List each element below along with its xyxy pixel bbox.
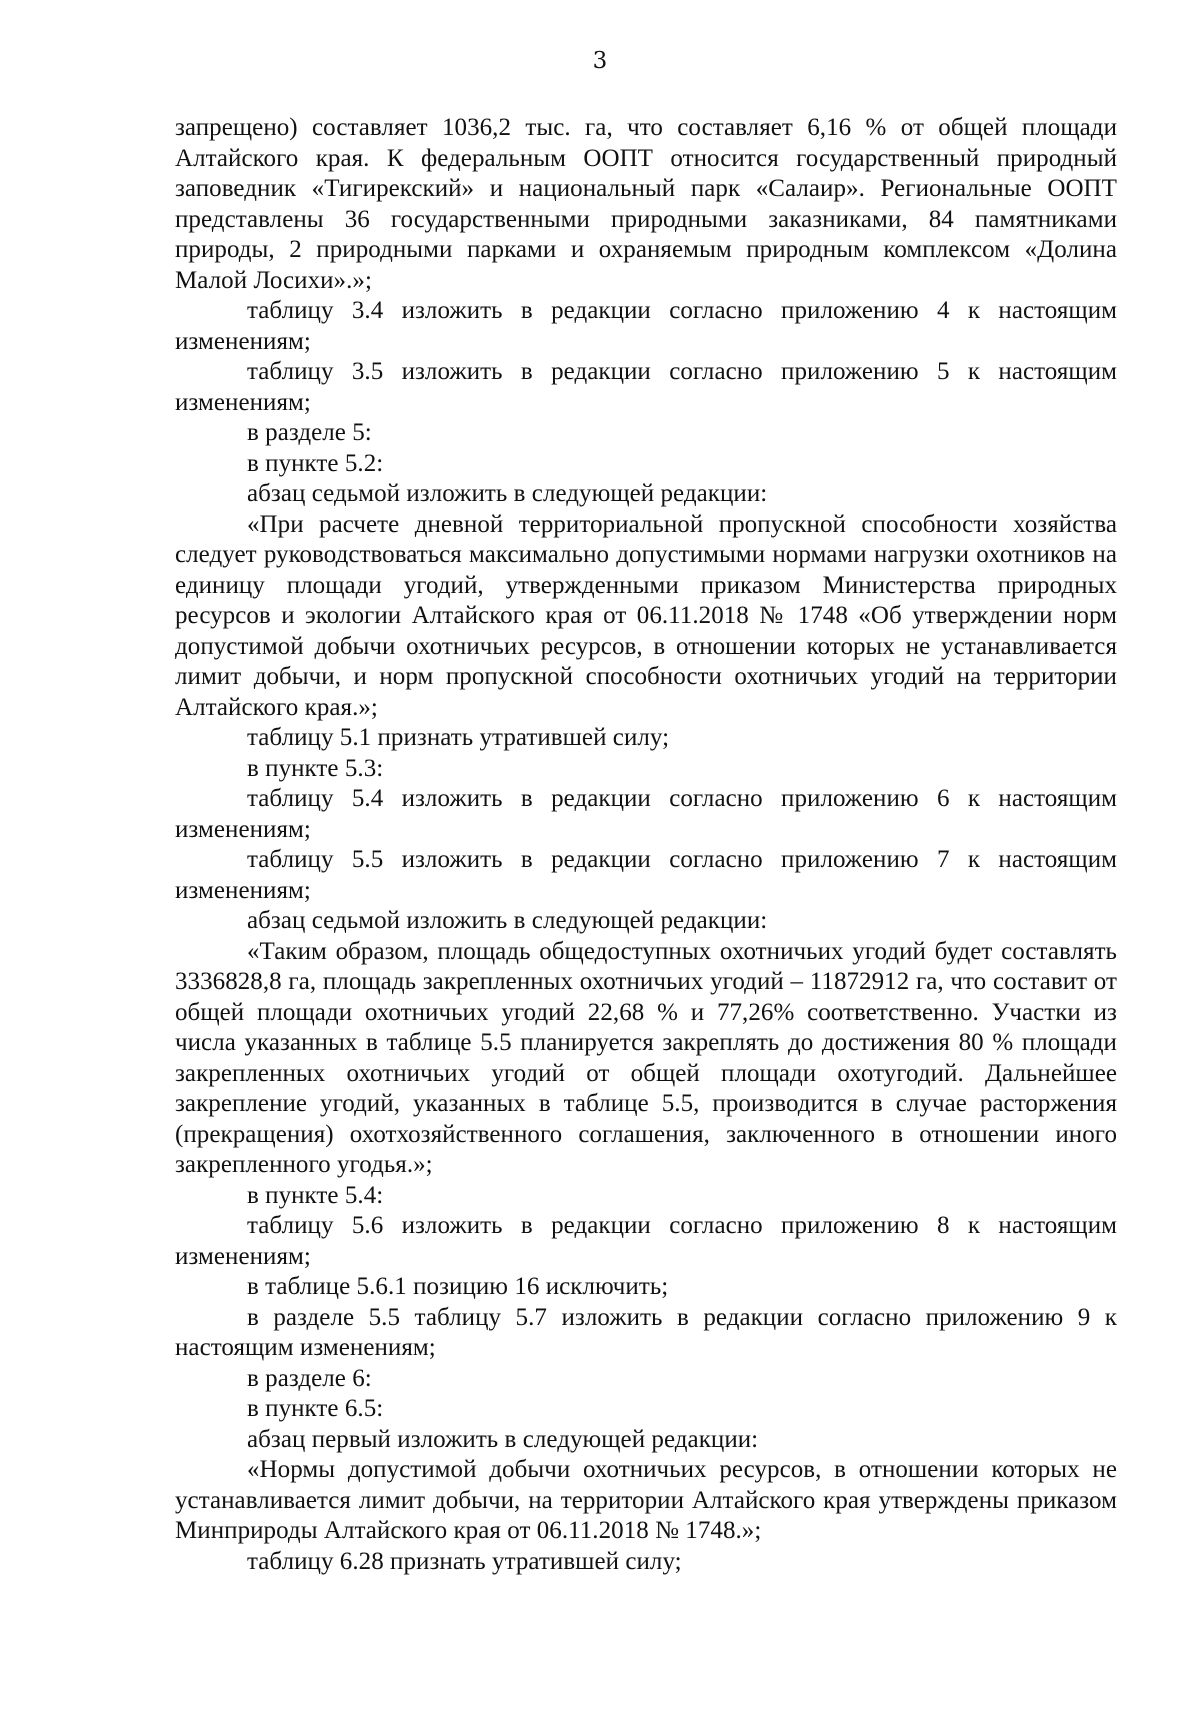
document-body <box>175 113 1117 1577</box>
paragraph-item-5-4: в пункте 5.4: <box>247 1181 384 1209</box>
paragraph-seventh-intro-2: абзац седьмой изложить в следующей редакции: <box>247 907 768 934</box>
paragraph-table-6-28: таблицу 6.28 признать утратившей силу; <box>247 1547 682 1575</box>
paragraph-table-5-6: таблицу 5.6 изложить в редакции согласно приложению 8 к настоящим изменениям; <box>175 1212 1117 1270</box>
paragraph-table-5-5: таблицу 5.5 изложить в редакции согласно приложению 7 к настоящим изменениям; <box>175 846 1117 904</box>
paragraph-quote-capacity: «При расчете дневной территориальной пропускной способности хозяйства следует руководствоваться максимально допустимыми нормами нагрузки охотников на единицу площади угодий, утвержденными приказом Министерства природных ресурсов и экологии Алтайского края от 06.11.2018 № 1748 «Об утверждении норм допустимой добычи охотничьих ресурсов, в отношении которых не устанавливается лимит добычи, и норм пропускной способности охотничьих угодий на территории Алтайского края.»; <box>175 510 1117 721</box>
paragraph-table-3-4: таблицу 3.4 изложить в редакции согласно приложению 4 к настоящим изменениям; <box>175 297 1117 355</box>
paragraph-table-3-5: таблицу 3.5 изложить в редакции согласно приложению 5 к настоящим изменениям; <box>175 358 1117 416</box>
paragraph-table-5-7: в разделе 5.5 таблицу 5.7 изложить в редакции согласно приложению 9 к настоящим изменениям; <box>175 1303 1117 1361</box>
paragraph-table-5-4: таблицу 5.4 изложить в редакции согласно приложению 6 к настоящим изменениям; <box>175 785 1117 843</box>
paragraph-continuation: запрещено) составляет 1036,2 тыс. га, что составляет 6,16 % от общей площади Алтайского края. К федеральным ООПТ относится государственный природный заповедник «Тигирекский» и национальный парк «Салаир». Региональные ООПТ представлены 36 государственными природными заказниками, 84 памятниками природы, 2 природными парками и охраняемым природным комплексом «Долина Малой Лосихи».»; <box>175 114 1117 294</box>
paragraph-section-6: в разделе 6: <box>247 1364 372 1392</box>
paragraph-section-5: в разделе 5: <box>247 419 372 446</box>
page-number: 3 <box>592 48 608 74</box>
paragraph-item-6-5: в пункте 6.5: <box>247 1395 384 1422</box>
paragraph-table-5-6-1: в таблице 5.6.1 позицию 16 исключить; <box>247 1273 669 1300</box>
paragraph-first-intro: абзац первый изложить в следующей редакции: <box>247 1425 759 1453</box>
paragraph-quote-area: «Таким образом, площадь общедоступных охотничьих угодий будет составлять 3336828,8 га, площадь закрепленных охотничьих угодий – 11872912 га, что составит от общей площади охотничьих угодий 22,68 % и 77,26% соответственно. Участки из числа указанных в таблице 5.5 планируется закреплять до достижения 80 % площади закрепленных охотничьих угодий от общей площади охотугодий. Дальнейшее закрепление угодий, указанных в таблице 5.5, производится в случае расторжения (прекращения) охотхозяйственного соглашения, заключенного в отношении иного закрепленного угодья.»; <box>175 937 1117 1178</box>
paragraph-item-5-3: в пункте 5.3: <box>247 754 384 782</box>
paragraph-item-5-2: в пункте 5.2: <box>247 449 384 477</box>
paragraph-table-5-1: таблицу 5.1 признать утратившей силу; <box>247 724 670 751</box>
paragraph-quote-norms: «Нормы допустимой добычи охотничьих ресурсов, в отношении которых не устанавливается лимит добычи, на территории Алтайского края утверждены приказом Минприроды Алтайского края от 06.11.2018 № 1748.»; <box>175 1456 1117 1544</box>
paragraph-seventh-intro: абзац седьмой изложить в следующей редакции: <box>247 480 768 507</box>
